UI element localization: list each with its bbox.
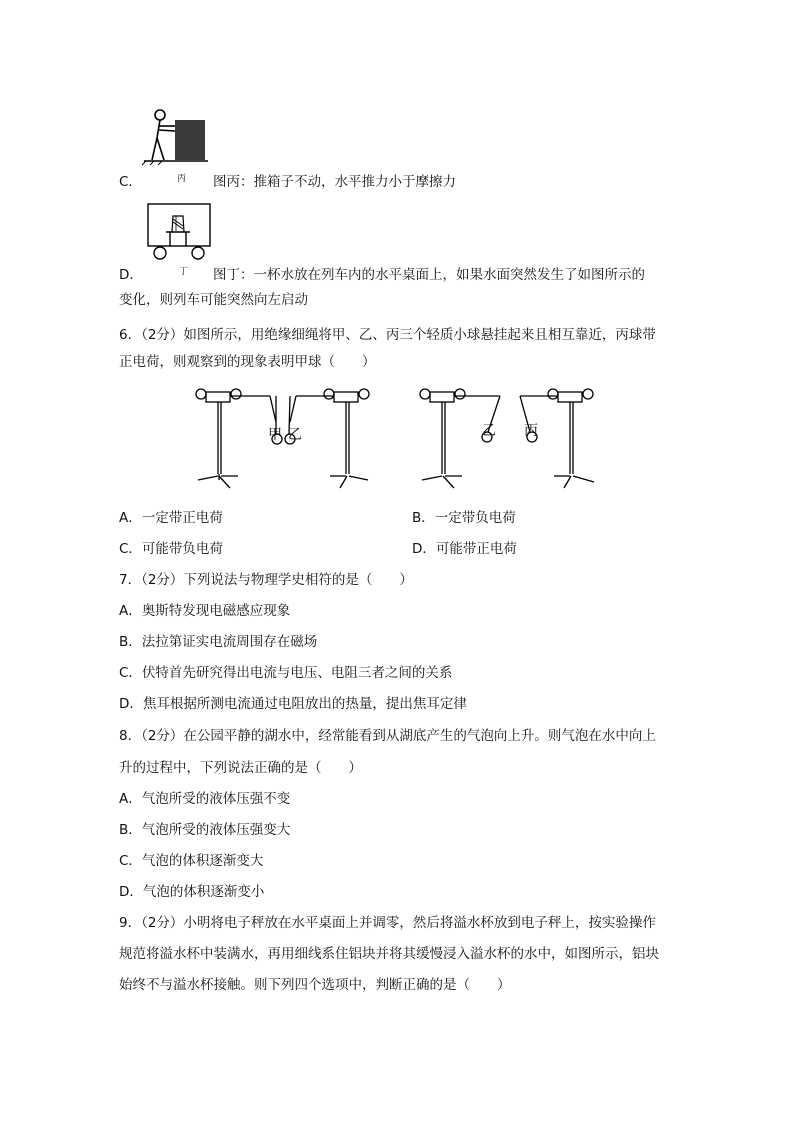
q6-right-ball1-label: 乙 bbox=[482, 423, 496, 439]
q8-stem-line2: 升的过程中，下列说法正确的是（ ） bbox=[119, 760, 362, 776]
figure-bing-push-box bbox=[142, 104, 212, 166]
option-c-text: 图丙：推箱子不动，水平推力小于摩擦力 bbox=[213, 174, 456, 190]
q7-option-c: C．伏特首先研究得出电流与电压、电阻三者之间的关系 bbox=[119, 665, 453, 681]
q9-stem-line1: 9．（2分）小明将电子秤放在水平桌面上并调零，然后将溢水杯放到电子秤上，按实验操作 bbox=[119, 915, 656, 931]
q6-option-d: D．可能带正电荷 bbox=[412, 541, 517, 557]
q6-left-ball1-label: 甲 bbox=[268, 427, 282, 443]
q7-option-b: B．法拉第证实电流周围存在磁场 bbox=[119, 634, 318, 650]
q6-option-a: A．一定带正电荷 bbox=[119, 510, 223, 526]
q9-stem-line2: 规范将溢水杯中装满水，再用细线系住铝块并将其缓慢浸入溢水杯的水中，如图所示，铝块 bbox=[119, 946, 659, 962]
q6-left-ball2-label: 乙 bbox=[288, 427, 302, 443]
q6-stem-line2: 正电荷，则观察到的现象表明甲球（ ） bbox=[119, 354, 376, 370]
q9-stem-line3: 始终不与溢水杯接触。则下列四个选项中，判断正确的是（ ） bbox=[119, 977, 511, 993]
q8-option-a: A．气泡所受的液体压强不变 bbox=[119, 791, 291, 807]
q6-stem-line1: 6．（2分）如图所示，用绝缘细绳将甲、乙、丙三个轻质小球悬挂起来且相互靠近，丙球带 bbox=[119, 327, 656, 343]
option-d-letter: D． bbox=[119, 267, 143, 283]
option-d-text-cont: 变化，则列车可能突然向左启动 bbox=[119, 292, 308, 308]
option-d-text: 图丁：一杯水放在列车内的水平桌面上，如果水面突然发生了如图所示的 bbox=[213, 267, 645, 283]
q8-option-c: C．气泡的体积逐渐变大 bbox=[119, 853, 264, 869]
figure-ding-label: 丁 bbox=[179, 267, 189, 277]
option-c-letter: C． bbox=[119, 174, 142, 190]
q7-option-d: D．焦耳根据所测电流通过电阻放出的热量，提出焦耳定律 bbox=[119, 696, 467, 712]
q7-stem: 7．（2分）下列说法与物理学史相符的是（ ） bbox=[119, 572, 413, 588]
q6-right-ball2-label: 丙 bbox=[524, 423, 538, 439]
figure-bing-label: 丙 bbox=[177, 174, 187, 184]
q8-option-d: D．气泡的体积逐渐变小 bbox=[119, 884, 265, 900]
q6-option-c: C．可能带负电荷 bbox=[119, 541, 223, 557]
q8-stem-line1: 8．（2分）在公园平静的湖水中，经常能看到从湖底产生的气泡向上升。则气泡在水中向上 bbox=[119, 728, 656, 744]
figure-ding-train-cup bbox=[146, 202, 212, 262]
q6-option-b: B．一定带负电荷 bbox=[412, 510, 516, 526]
q7-option-a: A．奥斯特发现电磁感应现象 bbox=[119, 603, 291, 619]
q8-option-b: B．气泡所受的液体压强变大 bbox=[119, 822, 291, 838]
figure-q6-right-stands bbox=[414, 382, 614, 494]
